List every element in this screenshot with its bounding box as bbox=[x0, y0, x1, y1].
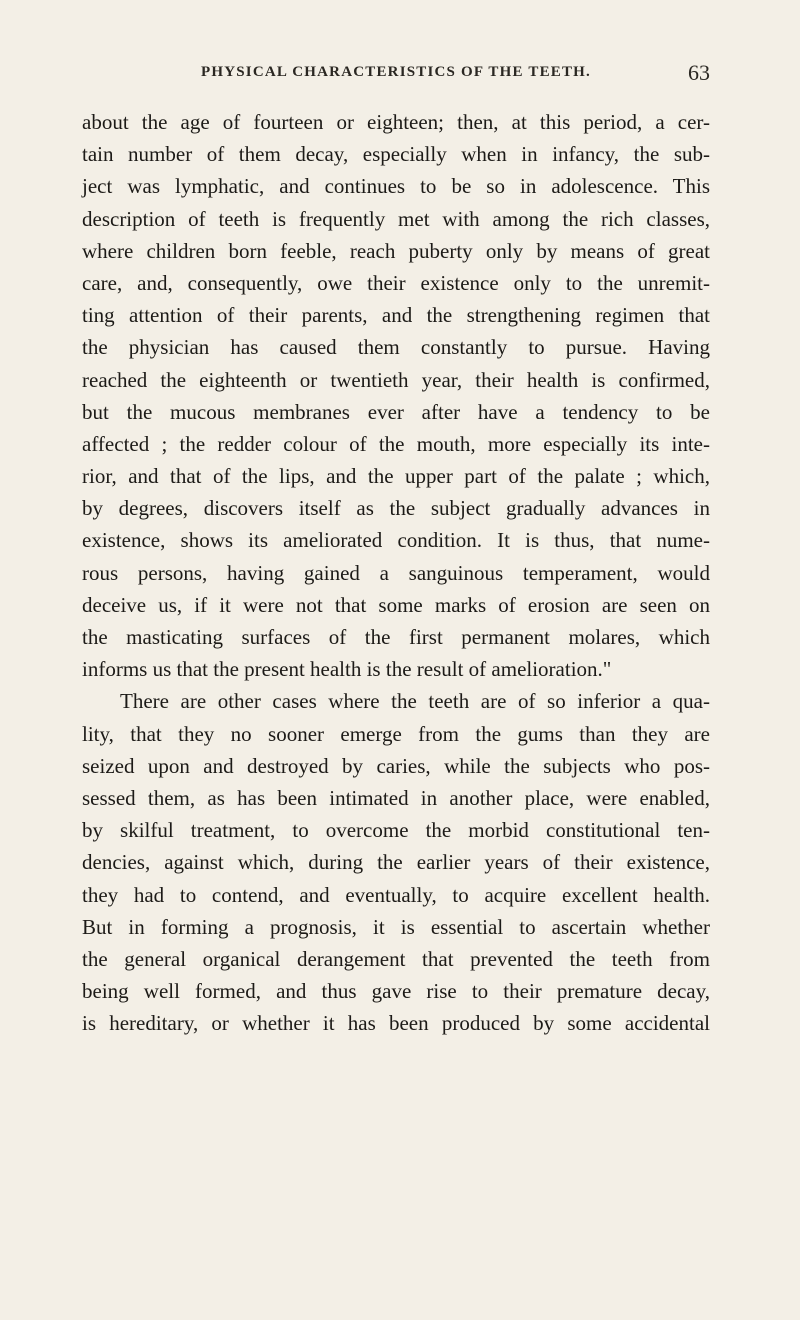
running-head bbox=[82, 60, 710, 88]
text-line: existence, shows its ameliorated condition. It is thus, that nume- bbox=[82, 528, 710, 553]
text-line: reached the eighteenth or twentieth year, their health is confirmed, bbox=[82, 367, 710, 392]
text-line: affected ; the redder colour of the mouth, more especially its inte- bbox=[82, 431, 710, 456]
text-line: by degrees, discovers itself as the subject gradually advances in bbox=[82, 496, 710, 521]
text-line: the general organical derangement that prevented the teeth from bbox=[82, 946, 710, 971]
running-title: PHYSICAL CHARACTERISTICS OF THE TEETH. bbox=[201, 64, 591, 80]
text-line: is hereditary, or whether it has been produced by some accidental bbox=[82, 1011, 710, 1036]
text-line: they had to contend, and eventually, to acquire excellent health. bbox=[82, 882, 710, 907]
text-line: dencies, against which, during the earlier years of their existence, bbox=[82, 850, 710, 875]
page-number: 63 bbox=[688, 60, 710, 85]
text-line: seized upon and destroyed by caries, while the subjects who pos- bbox=[82, 753, 710, 778]
text-line: about the age of fourteen or eighteen; then, at this period, a cer- bbox=[82, 110, 710, 134]
text-line: sessed them, as has been intimated in another place, were enabled, bbox=[82, 785, 710, 810]
text-line: the physician has caused them constantly to pursue. Having bbox=[82, 335, 710, 360]
text-line: lity, that they no sooner emerge from the gums than they are bbox=[82, 721, 710, 746]
body-text bbox=[82, 106, 710, 1039]
text-line: rous persons, having gained a sanguinous temperament, would bbox=[82, 560, 710, 585]
text-line: rior, and that of the lips, and the upper part of the palate ; which, bbox=[82, 464, 710, 489]
text-line: There are other cases where the teeth are of so inferior a qua- bbox=[120, 689, 710, 714]
text-line: deceive us, if it were not that some marks of erosion are seen on bbox=[82, 592, 710, 617]
text-line: informs us that the present health is the result of amelioration." bbox=[82, 657, 612, 682]
text-line: ject was lymphatic, and continues to be so in adolescence. This bbox=[82, 174, 710, 199]
text-line: but the mucous membranes ever after have a tendency to be bbox=[82, 399, 710, 424]
text-line: by skilful treatment, to overcome the morbid constitutional ten- bbox=[82, 818, 710, 843]
text-line: description of teeth is frequently met with among the rich classes, bbox=[82, 206, 710, 231]
text-line: ting attention of their parents, and the strengthening regimen that bbox=[82, 303, 710, 328]
text-line: where children born feeble, reach puberty only by means of great bbox=[82, 238, 710, 263]
text-line: being well formed, and thus gave rise to their premature decay, bbox=[82, 979, 710, 1004]
text-line: care, and, consequently, owe their existence only to the unremit- bbox=[82, 270, 710, 295]
text-line: the masticating surfaces of the first permanent molares, which bbox=[82, 625, 710, 649]
text-line: But in forming a prognosis, it is essential to ascertain whether bbox=[82, 914, 710, 939]
text-line: tain number of them decay, especially when in infancy, the sub- bbox=[82, 142, 710, 167]
